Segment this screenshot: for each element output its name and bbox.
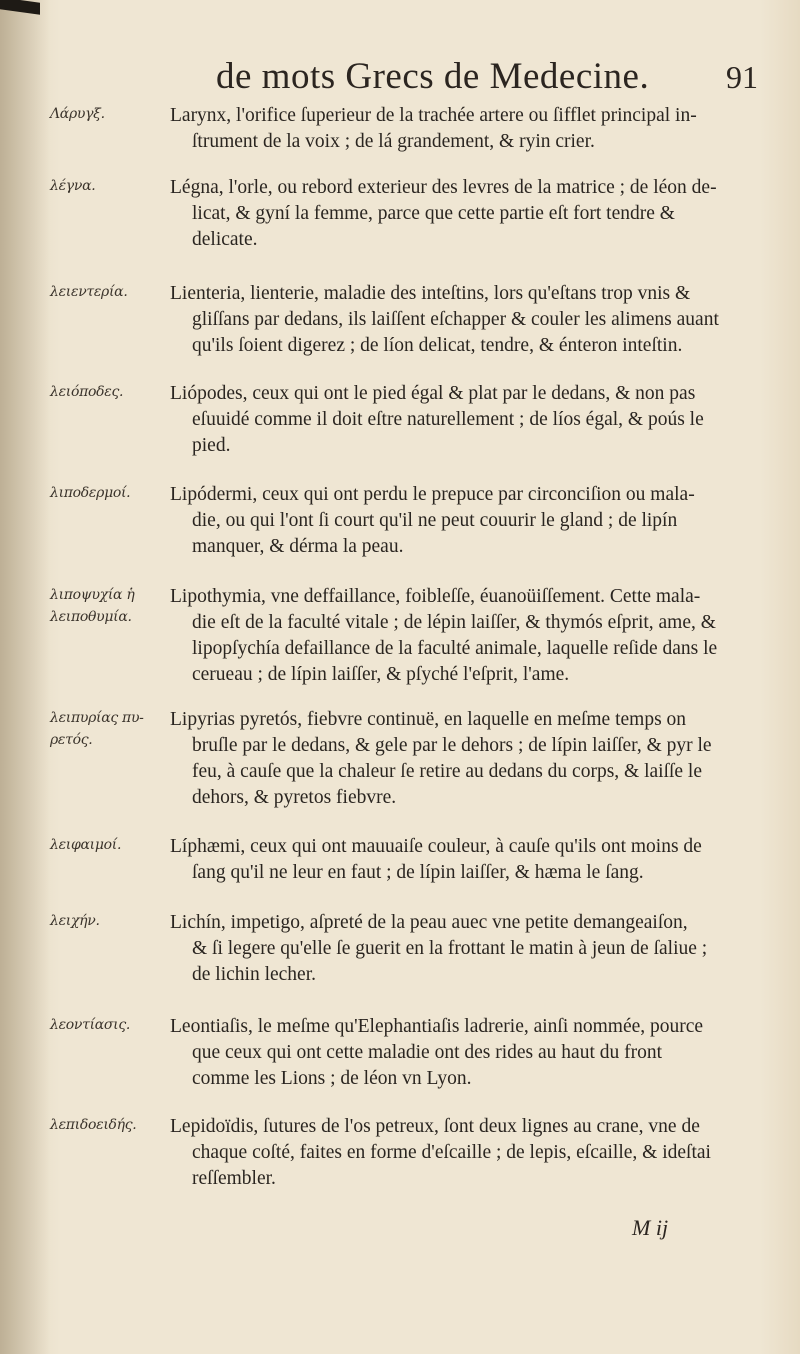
entry-line: Lipyrias pyretós, fiebvre continuë, en laquelle en meſme temps on bbox=[170, 709, 687, 730]
entry-line: Lipódermi, ceux qui ont perdu le prepuce par circonciſion ou mala- bbox=[170, 484, 695, 505]
entry-line: Lepidoïdis, ſutures de l'os petreux, ſont deux lignes au crane, vne de bbox=[170, 1116, 700, 1137]
greek-headword: λειπυρίας πυ- ρετός. bbox=[50, 710, 144, 748]
entry-line: Lienteria, lienterie, maladie des inteſtins, lors qu'eſtans trop vnis & bbox=[170, 283, 691, 304]
greek-headword: λεοντίασις. bbox=[50, 1017, 131, 1033]
greek-headword: λειεντερία. bbox=[50, 284, 128, 300]
greek-headword: λιποψυχία ἡ λειποθυμία. bbox=[50, 587, 135, 625]
entry-line: dehors, & pyretos fiebvre. bbox=[192, 787, 397, 808]
entry-line: eſuuidé comme il doit eſtre naturellement ; de líos égal, & poús le bbox=[192, 409, 704, 430]
entry-definition bbox=[170, 103, 757, 155]
entry-line: Légna, l'orle, ou rebord exterieur des levres de la matrice ; de léon de- bbox=[170, 177, 717, 198]
entry-line: die, ou qui l'ont ſi court qu'il ne peut couurir le gland ; de lipín bbox=[192, 510, 678, 531]
entry-line: pied. bbox=[192, 435, 231, 456]
entry-line: de lichin lecher. bbox=[192, 964, 316, 985]
entry-line: Lichín, impetigo, aſpreté de la peau auec vne petite demangeaiſon, bbox=[170, 912, 688, 933]
entry-line: licat, & gyní la femme, parce que cette partie eſt fort tendre & bbox=[192, 203, 675, 224]
entry-line: chaque coſté, faites en forme d'eſcaille ; de lepis, eſcaille, & ideſtai bbox=[192, 1142, 711, 1163]
entry-line: ſtrument de la voix ; de lá grandement, & ryin crier. bbox=[192, 131, 595, 152]
entry-line: bruſle par le dedans, & gele par le dehors ; de lípin laiſſer, & pyr le bbox=[192, 735, 712, 756]
greek-headword: λειφαιμοί. bbox=[50, 837, 122, 853]
entry-line: gliſſans par dedans, ils laiſſent eſchapper & couler les alimens auant bbox=[192, 309, 719, 330]
greek-headword: λειόποδες. bbox=[50, 384, 124, 400]
entry-definition bbox=[170, 1114, 757, 1192]
entry-definition bbox=[170, 584, 757, 688]
entry-line: feu, à cauſe que la chaleur ſe retire au dedans du corps, & laiſſe le bbox=[192, 761, 703, 782]
entry-line: que ceux qui ont cette maladie ont des rides au haut du front bbox=[192, 1042, 663, 1063]
greek-headword: Λάρυγξ. bbox=[50, 106, 105, 122]
entry-definition bbox=[170, 1014, 757, 1092]
greek-headword: λεπιδοειδής. bbox=[50, 1117, 137, 1133]
entry-line: qu'ils ſoient digerez ; de líon delicat, tendre, & énteron inteſtin. bbox=[192, 335, 683, 356]
entry-definition bbox=[170, 175, 757, 253]
signature-mark: M ij bbox=[632, 1215, 669, 1240]
entry-line: Larynx, l'orifice ſuperieur de la trachée artere ou ſifflet principal in- bbox=[170, 105, 697, 126]
entry-definition bbox=[170, 281, 757, 359]
entry-definition bbox=[170, 482, 757, 560]
entry-definition bbox=[170, 707, 757, 811]
entry-line: & ſi legere qu'elle ſe guerit en la frottant le matin à jeun de ſaliue ; bbox=[192, 938, 708, 959]
page-header bbox=[0, 55, 800, 105]
entry-line: reſſembler. bbox=[192, 1168, 276, 1189]
greek-headword: λιποδερμοί. bbox=[50, 485, 131, 501]
entry-line: lipopſychía defaillance de la faculté animale, laquelle reſide dans le bbox=[192, 638, 718, 659]
entry-definition bbox=[170, 834, 757, 886]
entry-line: comme les Lions ; de léon vn Lyon. bbox=[192, 1068, 472, 1089]
greek-headword: λέγνα. bbox=[50, 178, 96, 194]
entry-definition bbox=[170, 381, 757, 459]
entry-line: manquer, & dérma la peau. bbox=[192, 536, 404, 557]
page-gutter-shadow bbox=[0, 0, 50, 1354]
entry-line: ſang qu'il ne leur en faut ; de lípin laiſſer, & hæma le ſang. bbox=[192, 862, 644, 883]
greek-headword: λειχήν. bbox=[50, 913, 100, 929]
entry-line: Líphæmi, ceux qui ont mauuaiſe couleur, à cauſe qu'ils ont moins de bbox=[170, 836, 702, 857]
entry-definition bbox=[170, 910, 757, 988]
entry-line: Leontiaſis, le meſme qu'Elephantiaſis ladrerie, ainſi nommée, pource bbox=[170, 1016, 704, 1037]
page-number: 91 bbox=[726, 59, 758, 95]
entry-line: cerueau ; de lípin laiſſer, & pſyché l'eſprit, l'ame. bbox=[192, 664, 570, 685]
entry-line: Liópodes, ceux qui ont le pied égal & plat par le dedans, & non pas bbox=[170, 383, 696, 404]
entry-line: die eſt de la faculté vitale ; de lépin laiſſer, & thymós eſprit, ame, & bbox=[192, 612, 716, 633]
entry-line: Lipothymia, vne deffaillance, foibleſſe, éuanoüiſſement. Cette mala- bbox=[170, 586, 701, 607]
entry-line: delicate. bbox=[192, 229, 258, 250]
running-title: de mots Grecs de Medecine. bbox=[216, 56, 650, 97]
